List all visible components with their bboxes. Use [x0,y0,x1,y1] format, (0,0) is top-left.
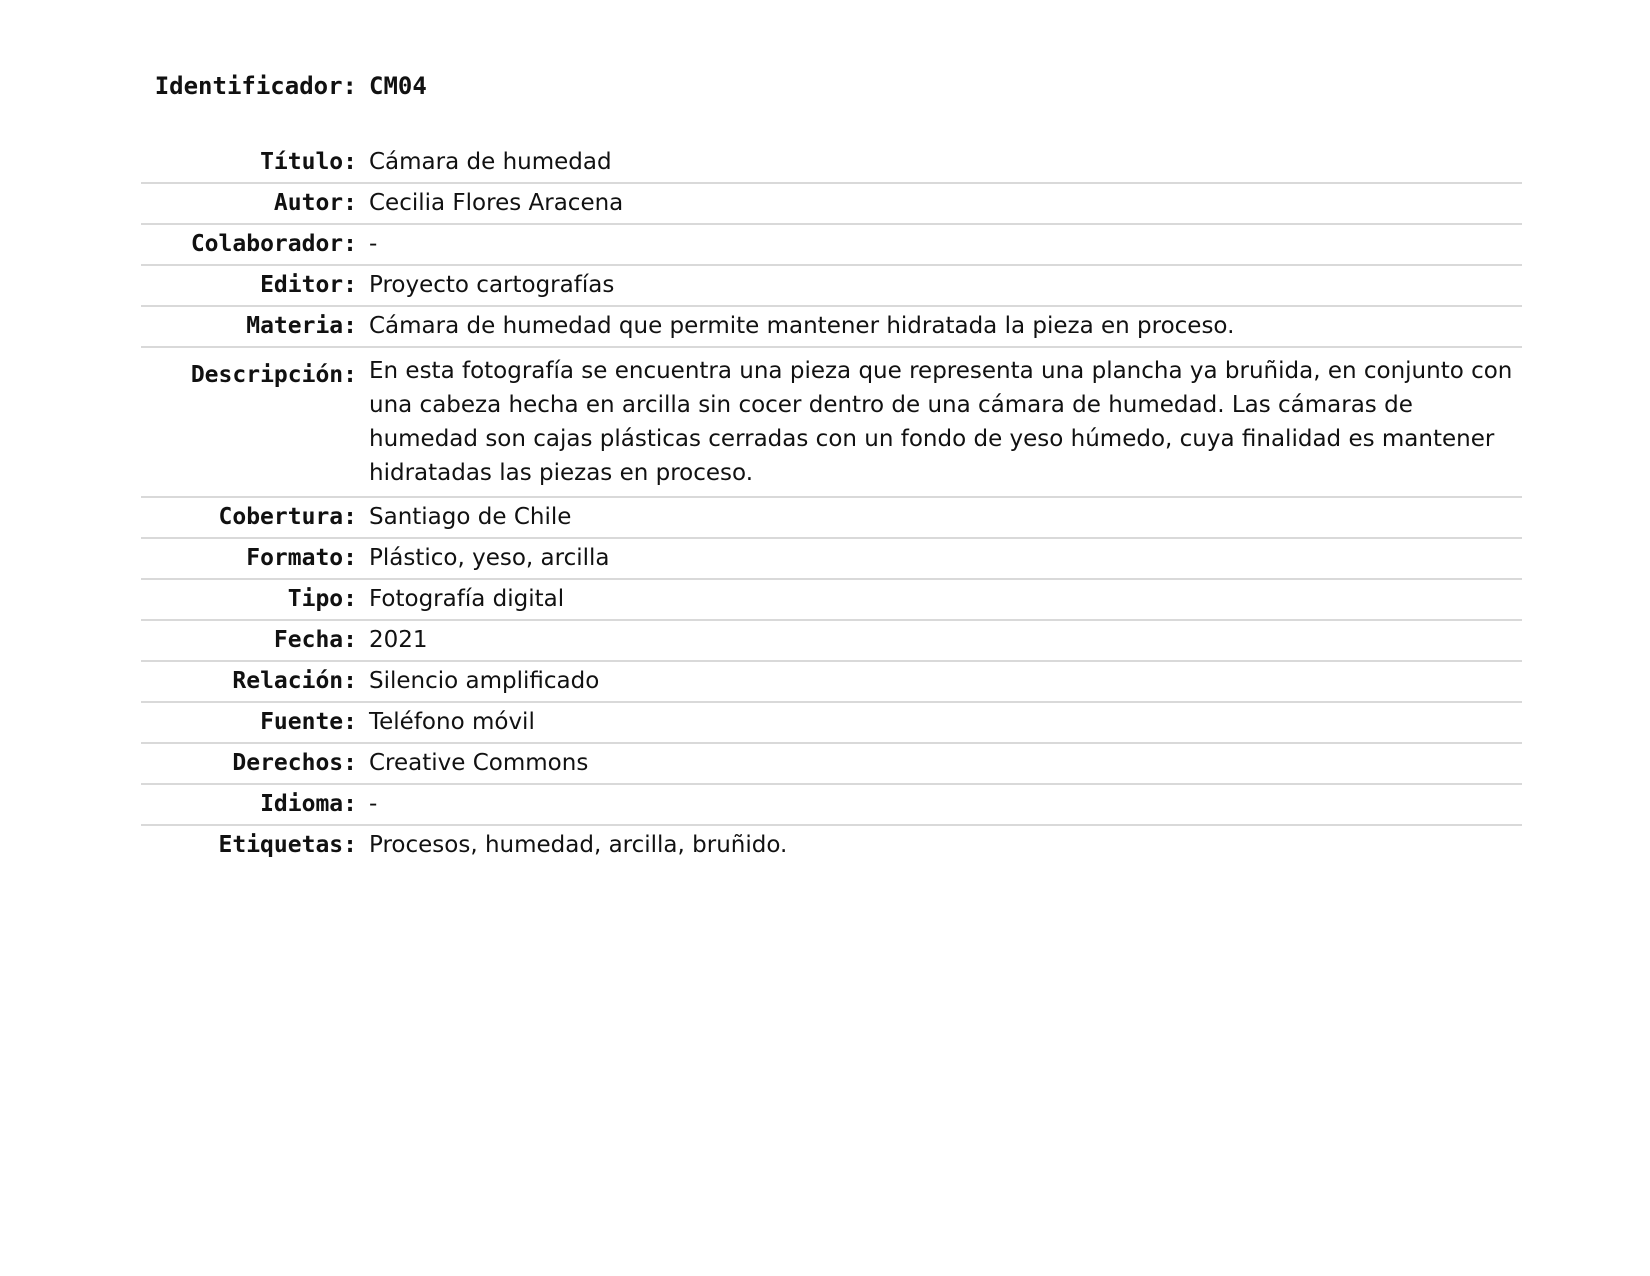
field-row-fuente [141,702,1522,743]
field-row-cobertura [141,497,1522,538]
field-value: Plástico, yeso, arcilla [369,545,610,571]
field-label: Fuente: [260,709,357,735]
field-label: Materia: [246,313,357,339]
metadata-table [141,143,1522,865]
field-row-colaborador [141,224,1522,265]
field-value: Teléfono móvil [369,709,535,735]
field-value: Proyecto cartografías [369,272,615,298]
field-label: Editor: [260,272,357,298]
field-row-titulo [141,143,1522,183]
field-value: Creative Commons [369,750,589,776]
field-row-editor [141,265,1522,306]
field-row-materia [141,306,1522,347]
field-value: En esta fotografía se encuentra una pieza que representa una plancha ya bruñida, en conjunto con una cabeza hecha en arcilla sin cocer dentro de una cámara de humedad. Las cámaras de humedad son cajas plásticas cerradas con un fondo de yeso húmedo, cuya finalidad es mantener hidratadas las piezas en proceso. [369,358,1513,486]
field-label: Formato: [246,545,357,571]
field-label: Derechos: [232,750,357,776]
field-row-fecha [141,620,1522,661]
field-label: Fecha: [273,627,357,653]
identifier-label: Identificador: [154,72,357,100]
field-row-idioma [141,784,1522,825]
field-row-relacion [141,661,1522,702]
field-label: Autor: [273,190,357,216]
field-value: Cámara de humedad que permite mantener hidratada la pieza en proceso. [369,313,1235,339]
field-value: - [369,231,378,257]
field-label: Idioma: [260,791,357,817]
field-label: Relación: [232,668,357,694]
field-value: - [369,791,378,817]
field-label: Colaborador: [190,231,357,257]
field-label: Tipo: [287,586,357,612]
field-value: Silencio amplificado [369,668,600,694]
identifier-value: CM04 [369,72,427,100]
field-value: Santiago de Chile [369,504,572,530]
field-value: Procesos, humedad, arcilla, bruñido. [369,832,788,858]
field-row-descripcion [141,347,1522,497]
field-value: Cecilia Flores Aracena [369,190,624,216]
field-row-autor [141,183,1522,224]
field-value: 2021 [369,627,428,653]
field-label: Descripción: [190,362,357,388]
field-label: Título: [260,149,357,175]
field-row-derechos [141,743,1522,784]
field-label: Etiquetas: [218,832,357,858]
field-row-etiquetas [141,825,1522,865]
metadata-record [141,72,1522,865]
field-value: Cámara de humedad [369,149,612,175]
field-row-tipo [141,579,1522,620]
identifier-line [141,72,1522,112]
field-row-formato [141,538,1522,579]
field-value: Fotografía digital [369,586,565,612]
field-label: Cobertura: [218,504,357,530]
